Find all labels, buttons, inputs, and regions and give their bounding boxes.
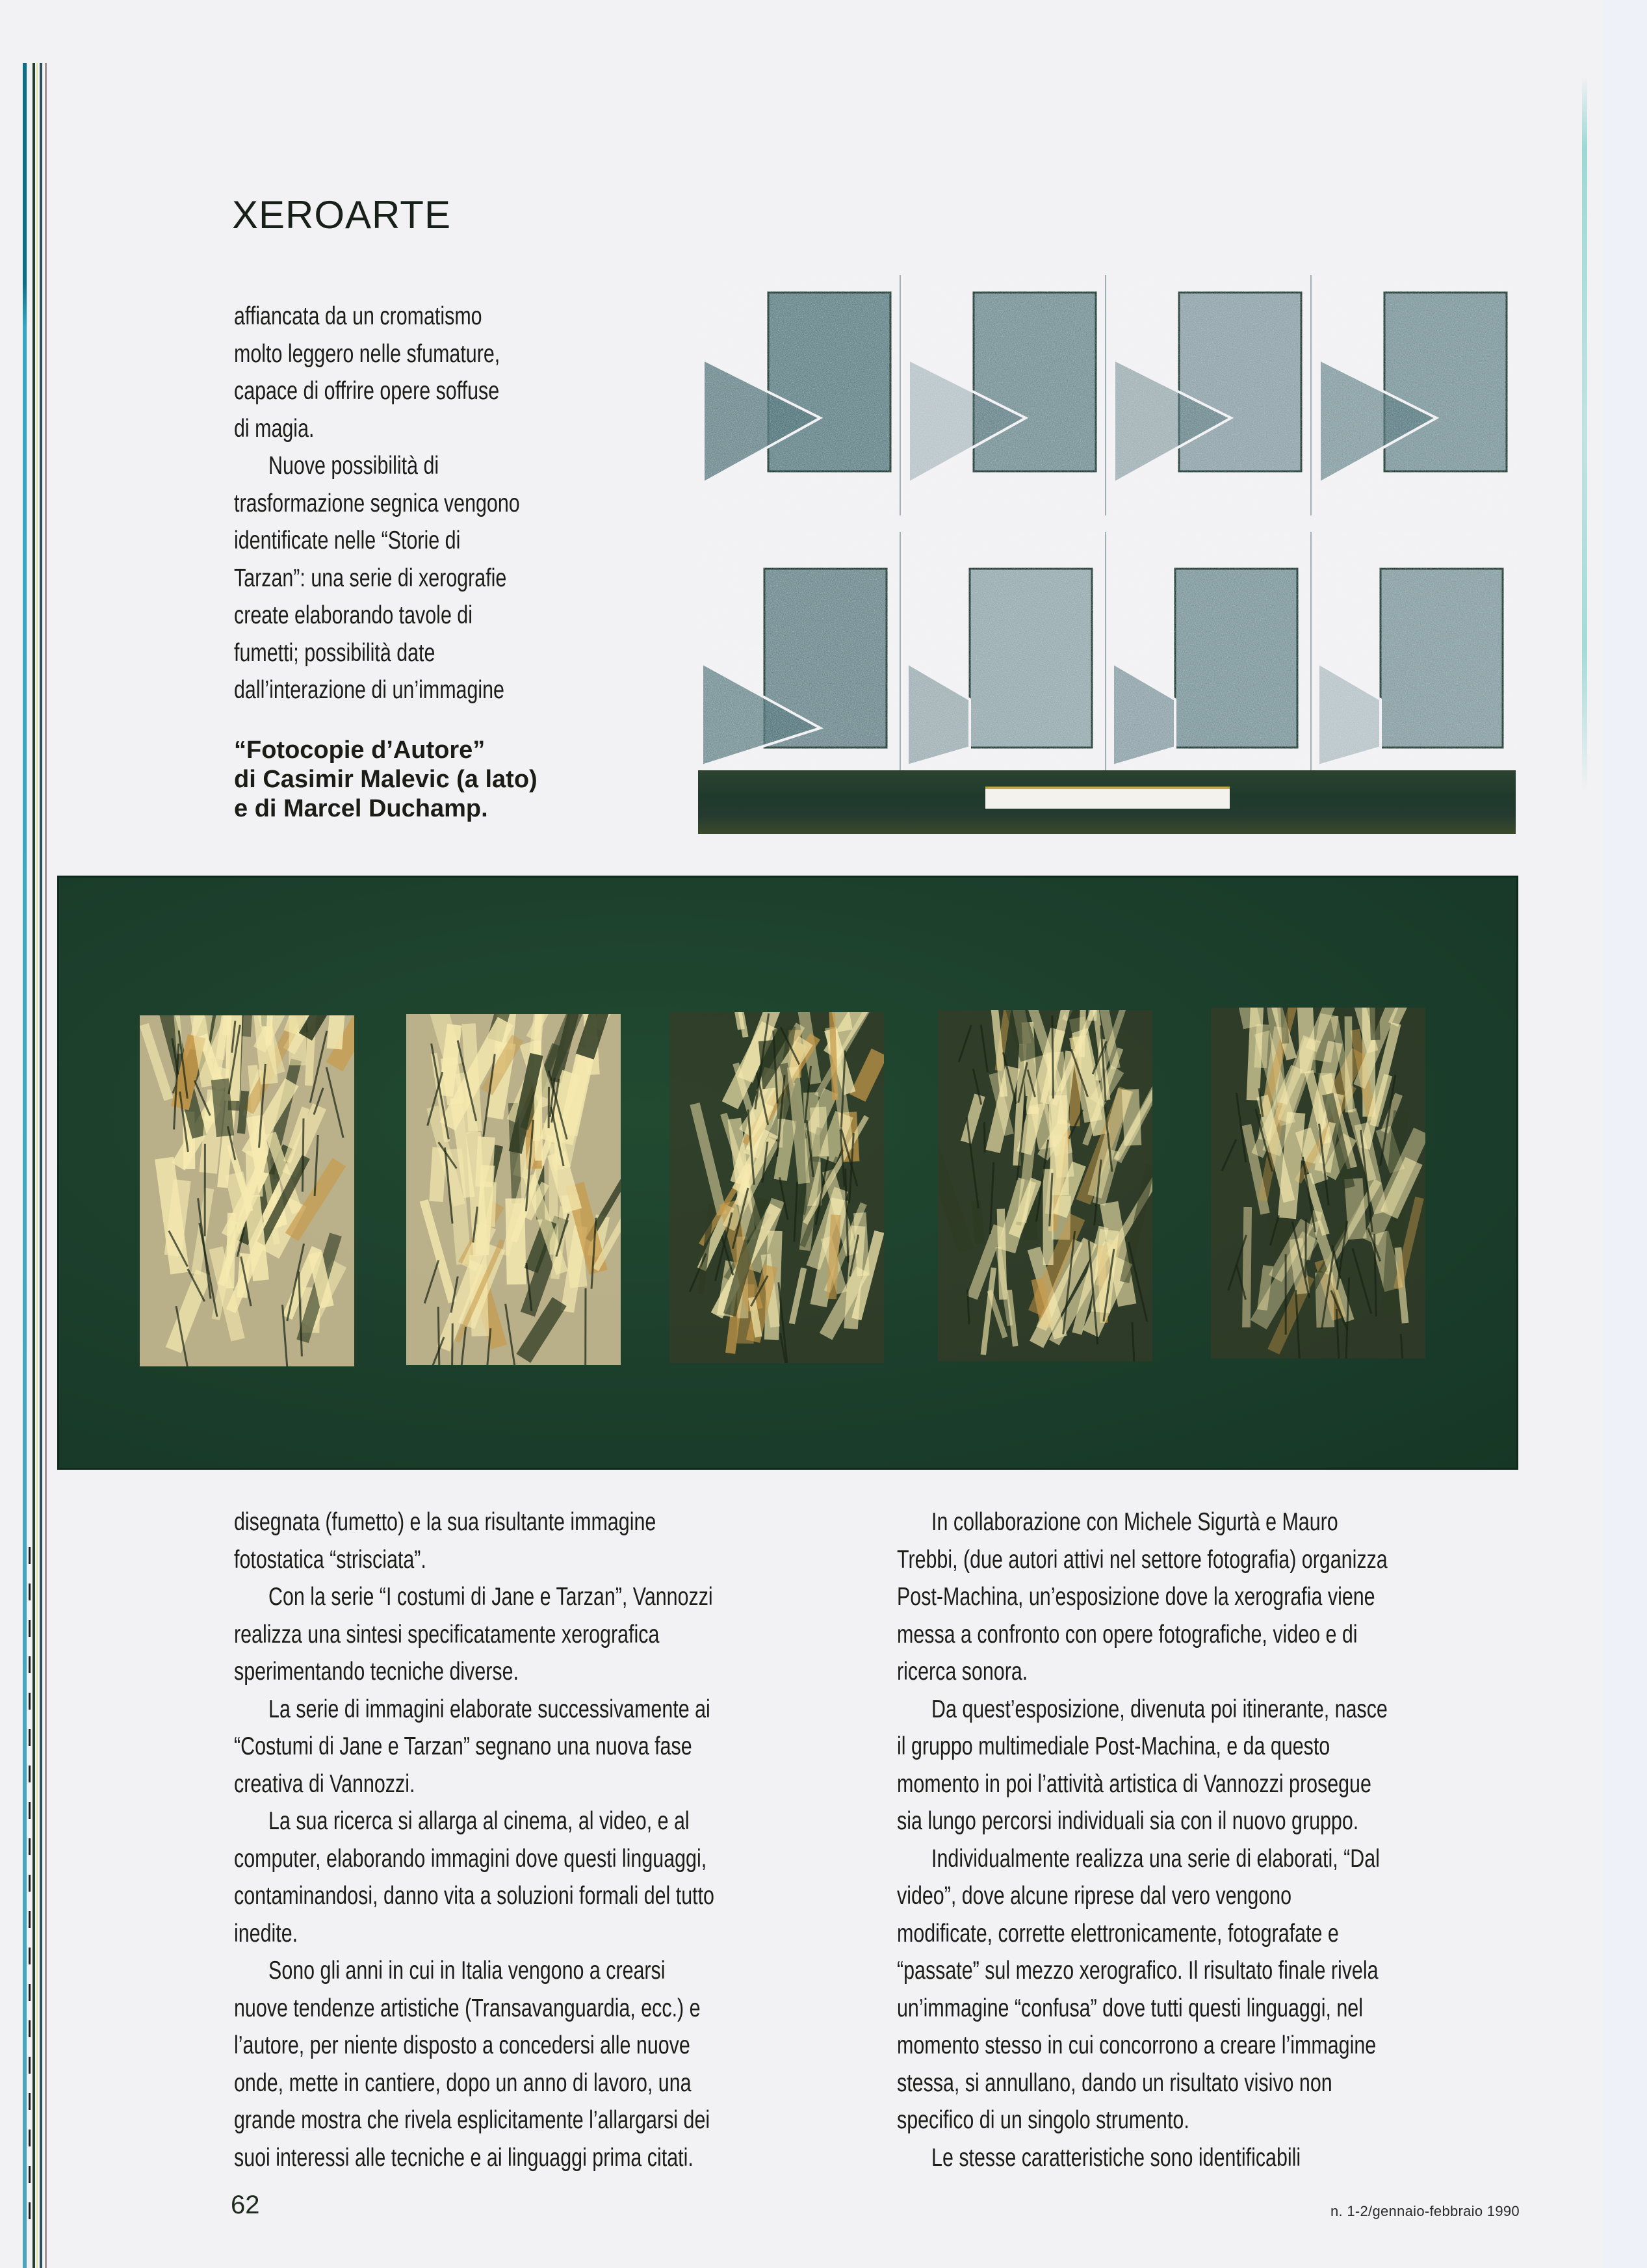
figure-shard	[173, 1180, 183, 1256]
binding-line	[40, 63, 42, 2268]
figure-shard	[241, 1091, 245, 1133]
text-line: fumetti; possibilità date	[234, 638, 435, 667]
tile-separator	[1105, 532, 1106, 772]
binding-dash	[29, 1875, 31, 1892]
text-line: fotostatica “strisciata”.	[234, 1545, 426, 1574]
binding-dash	[29, 1802, 31, 1819]
figure-shard	[1371, 1008, 1376, 1040]
binding-line	[45, 63, 47, 2268]
xerox-grain	[902, 275, 1107, 515]
text-line: modificate, corrette elettronicamente, fotografate e	[897, 1919, 1339, 1948]
malevich-tile	[902, 275, 1107, 515]
xerox-grain	[1313, 275, 1518, 515]
left-body-column	[234, 1504, 714, 2176]
figure-shard	[766, 1041, 770, 1088]
figure-shard	[449, 1058, 456, 1104]
text-line: ricerca sonora.	[897, 1658, 1028, 1686]
malevich-tile	[902, 532, 1107, 772]
text-line: “passate” sul mezzo xerografico. Il risultato finale rivela	[897, 1957, 1379, 1985]
text-line: suoi interessi alle tecniche e ai linguaggi prima citati.	[234, 2143, 694, 2172]
malevich-tile	[1108, 275, 1312, 515]
text-line: “Costumi di Jane e Tarzan” segnano una nuova fase	[234, 1732, 692, 1760]
xerox-grain	[697, 532, 901, 772]
text-line: realizza una sintesi specificatamente xerografica	[234, 1620, 660, 1649]
text-line: capace di offrire opere soffuse	[234, 377, 500, 405]
text-line: messa a confronto con opere fotografiche, video e di	[897, 1620, 1358, 1649]
figure-shard	[268, 1015, 272, 1045]
text-line: Le stesse caratteristiche sono identificabili	[931, 2143, 1301, 2172]
malevich-tile-grid	[697, 275, 1517, 769]
text-line: onde, mette in cantiere, dopo un anno di lavoro, una	[234, 2068, 692, 2097]
text-line: La sua ricerca si allarga al cinema, al video, e al	[268, 1807, 690, 1835]
malevich-tile	[697, 275, 901, 515]
text-line: sia lungo percorsi individuali sia con il nuovo gruppo.	[897, 1807, 1359, 1835]
figure-shard	[1287, 1113, 1296, 1218]
text-line: dall’interazione di un’immagine	[234, 676, 504, 704]
binding-line	[32, 63, 35, 2268]
text-line: identificate nelle “Storie di	[234, 527, 461, 554]
malevich-tile	[697, 532, 901, 772]
binding-dash	[29, 1766, 31, 1782]
binding-dash	[29, 1620, 31, 1637]
text-line: Individualmente realizza una serie di elaborati, “Dal	[931, 1844, 1380, 1873]
binding-dash	[29, 1984, 31, 2001]
binding-dash	[29, 1547, 31, 1564]
text-line: contaminandosi, danno vita a soluzioni formali del tutto	[234, 1882, 714, 1910]
text-line: Da quest’esposizione, divenuta poi itinerante, nasce	[931, 1695, 1388, 1723]
duchamp-frame	[938, 1010, 1152, 1361]
figure-shard	[1247, 1207, 1248, 1327]
text-line: Con la serie “I costumi di Jane e Tarzan”, Vannozzi	[268, 1583, 713, 1611]
scan-ink-streak	[1582, 77, 1587, 792]
tile-separator	[900, 275, 901, 515]
xerox-grain	[1108, 275, 1312, 515]
binding-line	[36, 63, 38, 2268]
text-line: il gruppo multimediale Post-Machina, e da questo	[897, 1732, 1330, 1760]
binding-dash	[29, 1693, 31, 1710]
caption-line: e di Marcel Duchamp.	[234, 795, 488, 822]
binding-line	[23, 63, 27, 2268]
figure-shard	[1039, 1104, 1047, 1149]
text-line: disegnata (fumetto) e la sua risultante immagine	[234, 1508, 656, 1536]
figure-shard	[1353, 1179, 1357, 1239]
caption-line: “Fotocopie d’Autore”	[234, 736, 486, 764]
figure-shard	[1322, 1015, 1330, 1061]
malevich-label-strip	[985, 787, 1230, 809]
tile-separator	[1310, 532, 1312, 772]
malevich-photocopies-figure	[697, 275, 1517, 835]
binding-dash	[29, 1729, 31, 1746]
text-line: di magia.	[234, 414, 315, 443]
malevich-tile	[1313, 275, 1518, 515]
duchamp-frame	[140, 1015, 354, 1366]
scan-edge-strip	[1603, 0, 1647, 2268]
text-line: sperimentando tecniche diverse.	[234, 1658, 519, 1686]
text-line: inedite.	[234, 1919, 298, 1948]
figure-shard	[252, 1195, 261, 1281]
text-line: trasformazione segnica vengono	[234, 489, 520, 517]
malevich-tile	[1108, 532, 1312, 772]
malevich-base-bar	[698, 770, 1516, 834]
binding-dash	[29, 1911, 31, 1928]
text-line: grande mostra che rivela esplicitamente l’allargarsi dei	[234, 2106, 710, 2134]
binding-dash	[29, 2020, 31, 2037]
figure-shard	[1082, 1010, 1083, 1057]
caption-line: di Casimir Malevic (a lato)	[234, 766, 538, 793]
binding-dash	[29, 1838, 31, 1855]
figure-shard	[831, 1215, 836, 1299]
binding-dash	[29, 2166, 31, 2183]
duchamp-frame	[669, 1012, 884, 1363]
text-line: In collaborazione con Michele Sigurtà e Mauro	[931, 1508, 1338, 1536]
text-line: nuove tendenze artistiche (Transavanguardia, ecc.) e	[234, 1994, 701, 2022]
duchamp-xerography-figure	[57, 876, 1518, 1470]
figure-contour	[302, 1119, 304, 1192]
xerox-grain	[902, 532, 1107, 772]
binding-dash	[29, 2130, 31, 2146]
binding-dash	[29, 2093, 31, 2110]
figure-shard	[1001, 1209, 1004, 1300]
figure-shard	[860, 1213, 864, 1276]
xerox-grain	[1108, 532, 1312, 772]
text-line: stessa, si annullano, dando un risultato visivo non	[897, 2068, 1332, 2097]
figure-shard	[1057, 1095, 1060, 1195]
binding-dash	[29, 2202, 31, 2219]
tile-separator	[1310, 275, 1312, 515]
tile-separator	[900, 532, 901, 772]
figure-shard	[1100, 1230, 1109, 1312]
figure-contour	[1052, 1015, 1054, 1099]
figure-shard	[220, 1079, 225, 1136]
text-line: Tarzan”: una serie di xerografie	[234, 564, 507, 592]
text-line: create elaborando tavole di	[234, 601, 473, 629]
text-line: computer, elaborando immagini dove questi linguaggi,	[234, 1844, 707, 1873]
text-line: un’immagine “confusa” dove tutti questi linguaggi, nel	[897, 1994, 1363, 2022]
figure-shard	[818, 1107, 821, 1156]
page-number: 62	[231, 2191, 260, 2219]
issue-info: n. 1-2/gennaio-febbraio 1990	[1330, 2203, 1520, 2219]
figure-caption	[234, 736, 538, 824]
figure-shard	[831, 1012, 835, 1100]
binding-dash	[29, 1656, 31, 1673]
figure-shard	[436, 1147, 439, 1201]
text-line: creativa di Vannozzi.	[234, 1769, 415, 1798]
text-line: affiancata da un cromatismo	[234, 302, 482, 330]
figure-shard	[1253, 1008, 1257, 1100]
text-line: Trebbi, (due autori attivi nel settore fotografia) organizza	[897, 1545, 1388, 1574]
right-body-column	[897, 1504, 1388, 2176]
duchamp-frame	[1211, 1008, 1425, 1359]
binding-dash	[29, 1948, 31, 1964]
intro-column	[234, 298, 520, 709]
section-title: XEROARTE	[232, 193, 451, 237]
text-line: Post-Machina, un’esposizione dove la xerografia viene	[897, 1583, 1375, 1611]
binding-dash	[29, 1584, 31, 1600]
duchamp-frame	[406, 1014, 621, 1365]
text-line: La serie di immagini elaborate successivamente ai	[268, 1695, 710, 1723]
xerox-grain	[697, 275, 901, 515]
binding-dash	[29, 2057, 31, 2074]
xerox-grain	[1313, 532, 1518, 772]
text-line: video”, dove alcune riprese dal vero vengono	[897, 1882, 1292, 1910]
text-line: molto leggero nelle sfumature,	[234, 339, 500, 368]
text-line: Nuove possibilità di	[268, 452, 439, 480]
tile-separator	[1105, 275, 1106, 515]
text-line: l’autore, per niente disposto a concedersi alle nuove	[234, 2031, 690, 2059]
text-line: momento in poi l’attività artistica di Vannozzi prosegue	[897, 1769, 1371, 1798]
text-line: specifico di un singolo strumento.	[897, 2106, 1189, 2134]
malevich-tile	[1313, 532, 1518, 772]
text-line: momento stesso in cui concorrono a creare l’immagine	[897, 2031, 1377, 2059]
text-line: Sono gli anni in cui in Italia vengono a crearsi	[268, 1957, 666, 1985]
figure-shard	[334, 1015, 339, 1049]
